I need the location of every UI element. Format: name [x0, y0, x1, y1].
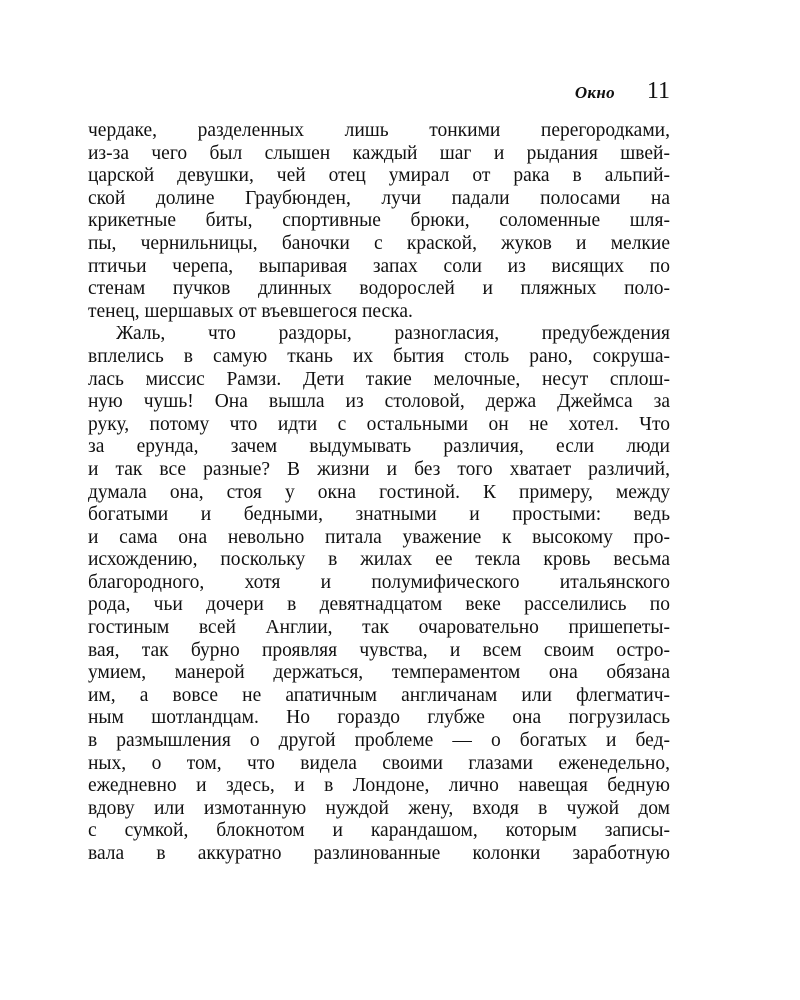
text-line: ской долине Граубюнден, лучи падали полосами на — [88, 187, 670, 209]
text-line: думала она, стоя у окна гостиной. К примеру, между — [88, 481, 670, 503]
text-line: ную чушь! Она вышла из столовой, держа Джеймса за — [88, 391, 670, 413]
text-line: вала в аккуратно разлинованные колонки заработную — [88, 843, 670, 864]
text-line: богатыми и бедными, знатными и простыми: ведь — [88, 504, 670, 526]
text-line: стенам пучков длинных водорослей и пляжных поло- — [88, 278, 670, 300]
text-line: вая, так бурно проявляя чувства, и всем своим остро- — [88, 639, 670, 661]
text-line: в размышления о другой проблеме — о богатых и бед- — [88, 730, 670, 752]
text-line: ных, о том, что видела своими глазами еженедельно, — [88, 752, 670, 774]
text-line: умием, манерой держаться, темпераментом она обязана — [88, 662, 670, 684]
text-line: и так все разные? В жизни и без того хватает различий, — [88, 458, 670, 480]
paragraph-first-line: Жаль, что раздоры, разногласия, предубеждения — [116, 323, 670, 345]
text-line: ежедневно и здесь, и в Лондоне, лично навещая бедную — [88, 775, 670, 797]
text-line: ным шотландцам. Но гораздо глубже она погрузилась — [88, 707, 670, 729]
text-line: птичьи черепа, выпаривая запах соли из висящих по — [88, 255, 670, 277]
text-line: благородного, хотя и полумифического итальянского — [88, 571, 670, 593]
text-line: исхождению, поскольку в жилах ее текла кровь весьма — [88, 549, 670, 571]
text-line: тенец, шершавых от въевшегося песка. — [88, 300, 413, 322]
text-line: лась миссис Рамзи. Дети такие мелочные, несут сплош- — [88, 368, 670, 390]
running-head — [88, 78, 670, 108]
text-line: гостиным всей Англии, так очаровательно пришепеты- — [88, 617, 670, 639]
text-line: вдову или измотанную нуждой жену, входя в чужой дом — [88, 797, 670, 819]
text-line: и сама она невольно питала уважение к высокому про- — [88, 526, 670, 548]
body-text — [88, 120, 670, 866]
text-line: крикетные биты, спортивные брюки, соломенные шля- — [88, 210, 670, 232]
text-line: за ерунда, зачем выдумывать различия, если люди — [88, 436, 670, 458]
text-line: чердаке, разделенных лишь тонкими перегородками, — [88, 120, 670, 141]
text-line: вплелись в самую ткань их бытия столь рано, сокруша- — [88, 345, 670, 367]
running-title: Окно — [574, 83, 615, 102]
text-line: из-за чего был слышен каждый шаг и рыдания швей- — [88, 142, 670, 164]
text-line: руку, потому что идти с остальными он не хотел. Что — [88, 413, 670, 435]
text-line: им, а вовсе не апатичным англичанам или флегматич- — [88, 684, 670, 706]
text-line: пы, чернильницы, баночки с краской, жуков и мелкие — [88, 232, 670, 254]
text-line: с сумкой, блокнотом и карандашом, которым записы- — [88, 820, 670, 842]
text-line: царской девушки, чей отец умирал от рака в альпий- — [88, 165, 670, 187]
page-number: 11 — [646, 78, 670, 104]
text-line: рода, чьи дочери в девятнадцатом веке расселились по — [88, 594, 670, 616]
